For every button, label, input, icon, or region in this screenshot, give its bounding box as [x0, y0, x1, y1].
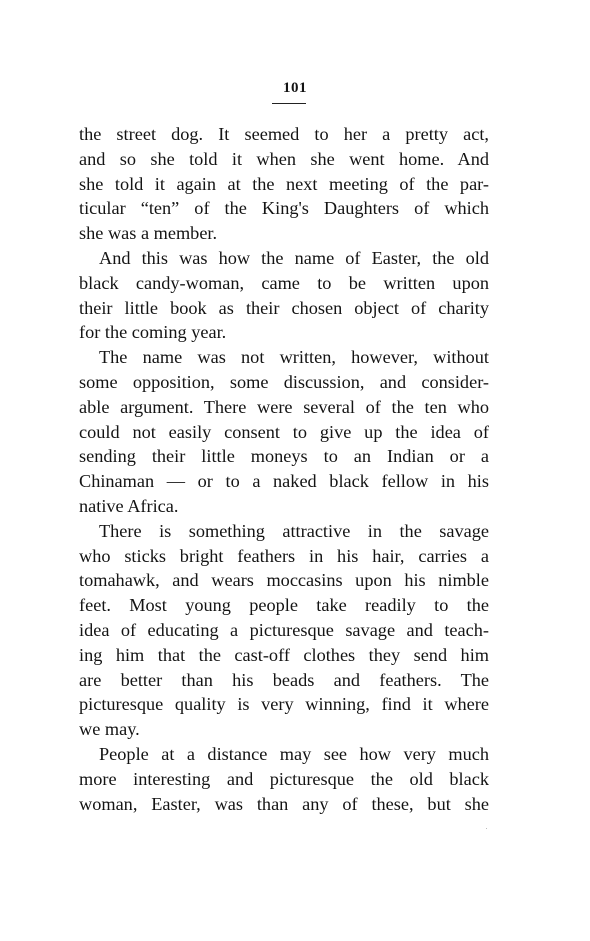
text-line: ing him that the cast-off clothes they send him [79, 644, 489, 665]
text-line: The name was not written, however, without [99, 347, 489, 368]
text-line: Chinaman — or to a naked black fellow in his [79, 471, 489, 492]
text-line: People at a distance may see how very much [99, 743, 489, 764]
text-line: she told it again at the next meeting of the par- [79, 173, 489, 194]
text-line: able argument. There were several of the ten who [79, 396, 489, 417]
text-line: ticular “ten” of the King's Daughters of which [79, 198, 489, 219]
text-line: There is something attractive in the savage [99, 520, 489, 541]
text-line: the street dog. It seemed to her a pretty act, [79, 124, 489, 144]
scan-speck [486, 828, 487, 829]
text-line: native Africa. [79, 495, 179, 516]
text-line: she was a member. [79, 223, 218, 244]
body-text [79, 122, 489, 816]
text-line: black candy-woman, came to be written upon [79, 272, 489, 293]
text-line: some opposition, some discussion, and consider- [79, 371, 489, 392]
page-number-rule [272, 103, 306, 104]
text-line: sending their little moneys to an Indian or a [79, 446, 489, 467]
text-line: we may. [79, 719, 140, 740]
text-line: picturesque quality is very winning, find it where [79, 694, 489, 715]
text-line: and so she told it when she went home. And [79, 148, 489, 169]
text-line: And this was how the name of Easter, the old [99, 247, 489, 268]
page-number: 101 [283, 80, 307, 96]
text-line: woman, Easter, was than any of these, but she [79, 793, 489, 814]
text-line: who sticks bright feathers in his hair, carries a [79, 545, 489, 566]
text-line: tomahawk, and wears moccasins upon his nimble [79, 570, 489, 591]
text-line: could not easily consent to give up the idea of [79, 421, 489, 442]
text-line: feet. Most young people take readily to the [79, 595, 489, 616]
text-line: for the coming year. [79, 322, 227, 343]
text-line: idea of educating a picturesque savage and teach- [79, 619, 489, 640]
text-line: their little book as their chosen object of charity [79, 297, 489, 318]
text-line: more interesting and picturesque the old black [79, 768, 489, 789]
text-line: are better than his beads and feathers. The [79, 669, 489, 690]
